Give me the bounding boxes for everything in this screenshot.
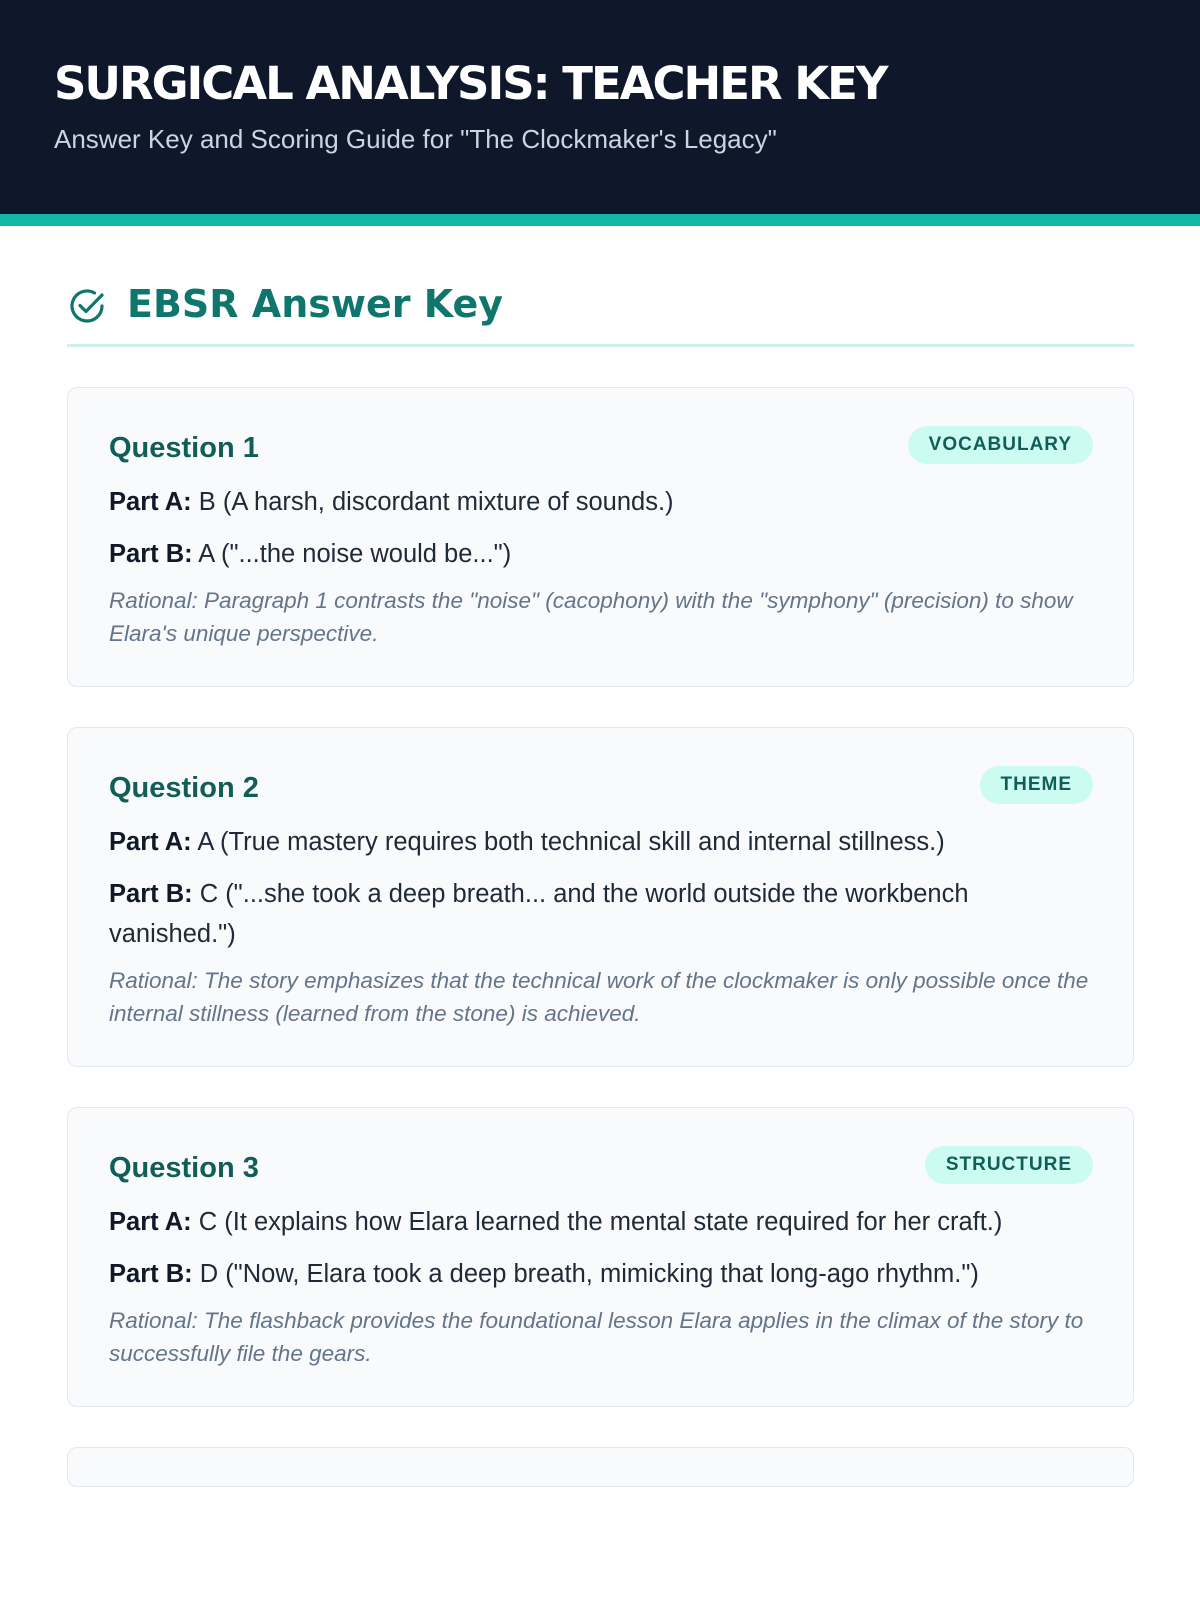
part-a-answer [109,482,1093,522]
part-a-answer [109,1202,1093,1242]
page-header [0,0,1200,214]
section-heading [67,280,1134,347]
part-a-label: Part A: [109,1208,192,1236]
category-badge: STRUCTURE [925,1146,1093,1184]
part-b-label: Part B: [109,540,193,568]
question-title: Question 1 [109,432,259,464]
part-a-label: Part A: [109,828,192,856]
main-content [0,280,1200,1487]
part-b-text: C ("...she took a deep breath... and the world outside the workbench vanished.") [109,880,969,948]
question-title: Question 3 [109,1152,259,1184]
part-a-label: Part A: [109,488,192,516]
category-badge: VOCABULARY [908,426,1093,464]
part-b-label: Part B: [109,1260,193,1288]
rational-text: Rational: The flashback provides the foundational lesson Elara applies in the climax of the story to successfully file the gears. [109,1308,1084,1366]
part-b-answer [109,874,1093,954]
part-b-text: A ("...the noise would be...") [192,540,512,568]
question-card-1 [67,387,1134,687]
check-circle-icon [67,286,107,326]
question-card-next-partial [67,1447,1134,1487]
part-a-text: A (True mastery requires both technical skill and internal stillness.) [191,828,945,856]
page-subtitle: Answer Key and Scoring Guide for "The Clockmaker's Legacy" [54,124,777,154]
category-badge: THEME [980,766,1094,804]
section-title: EBSR Answer Key [127,282,504,326]
rational-text: Rational: Paragraph 1 contrasts the "noise" (cacophony) with the "symphony" (precision) to show Elara's unique perspective. [109,588,1073,646]
part-b-answer [109,1254,1093,1294]
rational-text: Rational: The story emphasizes that the technical work of the clockmaker is only possible once the internal stillness (learned from the stone) is achieved. [109,968,1089,1026]
part-a-answer [109,822,1093,862]
question-card-2 [67,727,1134,1067]
part-b-label: Part B: [109,880,193,908]
part-b-answer [109,534,1093,574]
header-accent-bar [0,214,1200,226]
part-a-text: C (It explains how Elara learned the mental state required for her craft.) [191,1208,1003,1236]
question-card-3 [67,1107,1134,1407]
question-title: Question 2 [109,772,259,804]
page-title: SURGICAL ANALYSIS: TEACHER KEY [54,57,887,110]
part-b-text: D ("Now, Elara took a deep breath, mimicking that long-ago rhythm.") [192,1260,979,1288]
part-a-text: B (A harsh, discordant mixture of sounds.) [191,488,674,516]
